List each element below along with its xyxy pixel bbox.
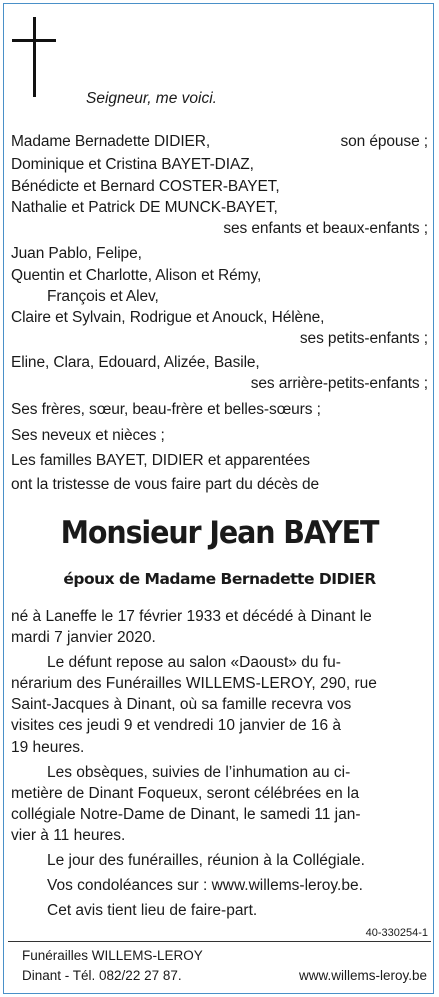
grandchild-line: Claire et Sylvain, Rodrigue et Anouck, Hélène, <box>11 309 325 326</box>
child-line: Nathalie et Patrick DE MUNCK-BAYET, <box>11 199 278 216</box>
great-grandchildren: Eline, Clara, Edouard, Alizée, Basile, <box>11 354 260 371</box>
page-border <box>3 3 434 994</box>
deceased-spouse-line: époux de Madame Bernadette DIDIER <box>63 570 376 588</box>
spouse-name: Madame Bernadette DIDIER, <box>11 133 211 150</box>
rest-line: 19 heures. <box>11 739 85 756</box>
funeral-line: Les obsèques, suivies de l’inhumation au ci- <box>47 764 351 781</box>
nephews-line: Ses neveux et nièces ; <box>11 427 165 444</box>
footer-company: Funérailles WILLEMS-LEROY <box>22 948 203 963</box>
condolences-line: Vos condoléances sur : www.willems-leroy.be. <box>47 877 363 894</box>
birth-line: né à Laneffe le 17 février 1933 et décédé à Dinant le <box>11 608 372 625</box>
birth-line: mardi 7 janvier 2020. <box>11 629 156 646</box>
grandchild-line: Juan Pablo, Felipe, <box>11 245 142 262</box>
rest-line: Saint-Jacques à Dinant, où sa famille recevra vos <box>11 696 352 713</box>
spouse-role: son épouse ; <box>340 133 428 150</box>
great-grandchildren-role: ses arrière-petits-enfants ; <box>250 375 428 392</box>
child-line: Dominique et Cristina BAYET-DIAZ, <box>11 156 254 173</box>
funeral-line: metière de Dinant Foqueux, seront célébrées en la <box>11 785 360 802</box>
cross-icon <box>33 17 36 97</box>
cross-icon-bar <box>12 39 56 42</box>
grandchild-line: François et Alev, <box>47 288 159 305</box>
notice-line: Cet avis tient lieu de faire-part. <box>47 902 258 919</box>
deceased-name: Monsieur Jean BAYET <box>60 515 379 551</box>
grandchildren-role: ses petits-enfants ; <box>299 330 428 347</box>
child-line: Bénédicte et Bernard COSTER-BAYET, <box>11 178 280 195</box>
children-role: ses enfants et beaux-enfants ; <box>223 220 428 237</box>
footer-divider <box>8 941 431 942</box>
meeting-line: Le jour des funérailles, réunion à la Collégiale. <box>47 852 365 869</box>
grandchild-line: Quentin et Charlotte, Alison et Rémy, <box>11 267 262 284</box>
footer-website[interactable]: www.willems-leroy.be <box>298 968 427 983</box>
funeral-line: vier à 11 heures. <box>11 827 126 844</box>
rest-line: nérarium des Funérailles WILLEMS-LEROY, 290, rue <box>11 675 377 692</box>
families-line: Les familles BAYET, DIDIER et apparentées <box>11 452 310 469</box>
footer-phone: Dinant - Tél. 082/22 27 87. <box>22 968 182 983</box>
rest-line: visites ces jeudi 9 et vendredi 10 janvier de 16 à <box>11 717 342 734</box>
reference-number: 40-330254-1 <box>365 927 428 939</box>
funeral-line: collégiale Notre-Dame de Dinant, le samedi 11 jan- <box>11 806 361 823</box>
rest-line: Le défunt repose au salon «Daoust» du fu- <box>47 654 341 671</box>
announcement-line: ont la tristesse de vous faire part du décès de <box>11 476 320 493</box>
siblings-line: Ses frères, sœur, beau-frère et belles-sœurs ; <box>11 401 321 418</box>
motto: Seigneur, me voici. <box>86 90 217 107</box>
